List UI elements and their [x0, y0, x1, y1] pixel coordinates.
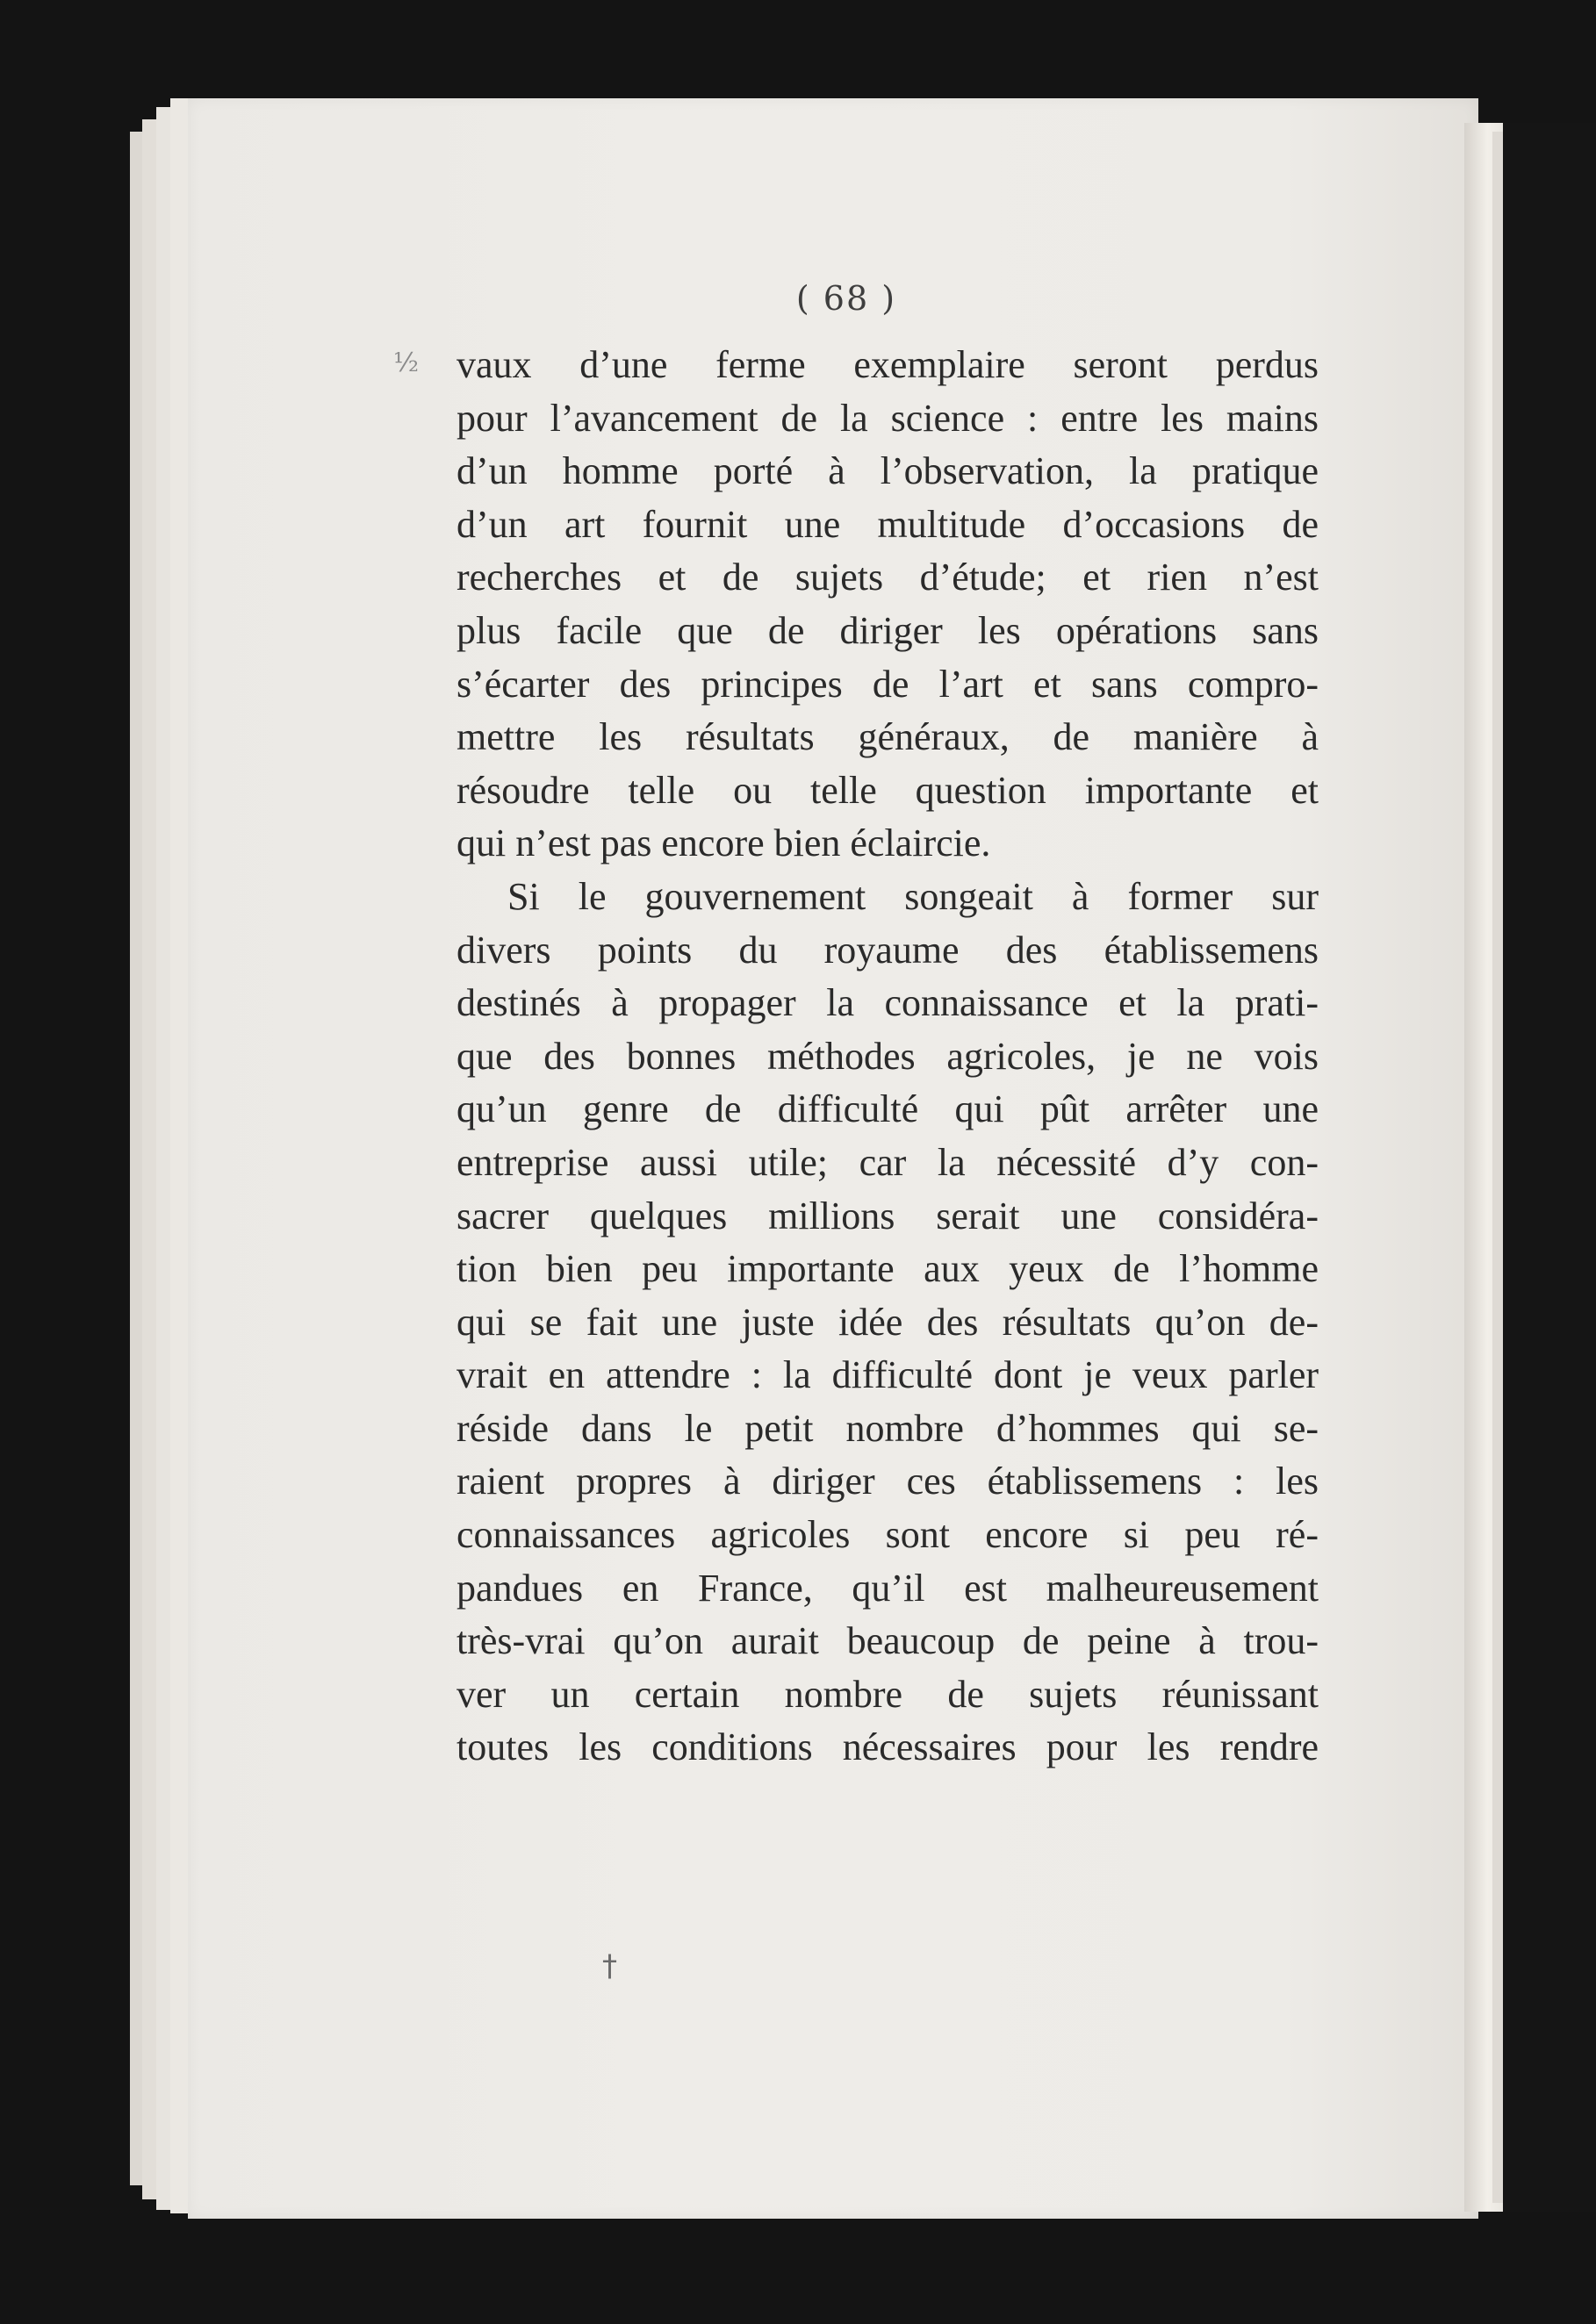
text-line: s’écarter des principes de l’art et sans compro- — [457, 662, 1319, 706]
body-text — [457, 339, 1319, 1775]
text-line: pour l’avancement de la science : entre les mains — [457, 396, 1319, 440]
page-number: ( 68 ) — [795, 279, 897, 318]
text-line: toutes les conditions nécessaires pour les rendre — [457, 1725, 1319, 1769]
text-line: Si le gouvernement songeait à former sur — [507, 874, 1319, 918]
facing-page — [1503, 123, 1596, 2212]
text-line: destinés à propager la connaissance et la prati- — [457, 981, 1319, 1025]
text-line: recherches et de sujets d’étude; et rien n’est — [457, 556, 1319, 599]
text-line: que des bonnes méthodes agricoles, je ne vois — [457, 1034, 1319, 1078]
text-line: connaissances agricoles sont encore si peu ré- — [457, 1513, 1319, 1557]
text-line: pandues en France, qu’il est malheureusement — [457, 1566, 1319, 1610]
text-line: vrait en attendre : la difficulté dont je veux parler — [457, 1353, 1319, 1397]
text-line: qui se fait une juste idée des résultats qu’on de- — [457, 1300, 1319, 1344]
text-line: vaux d’une ferme exemplaire seront perdus — [457, 343, 1319, 386]
text-line: qui n’est pas encore bien éclaircie. — [457, 821, 991, 865]
margin-mark: ½ — [393, 348, 420, 378]
text-line: qu’un genre de difficulté qui pût arrêter une — [457, 1087, 1319, 1131]
text-line: raient propres à diriger ces établissemens : les — [457, 1460, 1319, 1503]
text-line: mettre les résultats généraux, de manière à — [457, 715, 1319, 759]
text-line: d’un art fournit une multitude d’occasions de — [457, 502, 1319, 546]
text-line: très-vrai qu’on aurait beaucoup de peine à trou- — [457, 1619, 1319, 1663]
signature-mark: † — [602, 1948, 617, 1983]
page-header — [0, 279, 1596, 318]
text-line: plus facile que de diriger les opérations sans — [457, 608, 1319, 652]
text-line: réside dans le petit nombre d’hommes qui se- — [457, 1406, 1319, 1450]
text-line: résoudre telle ou telle question importante et — [457, 768, 1319, 812]
text-line: tion bien peu importante aux yeux de l’homme — [457, 1247, 1319, 1291]
text-line: divers points du royaume des établissemens — [457, 928, 1319, 972]
text-line: ver un certain nombre de sujets réunissant — [457, 1672, 1319, 1716]
text-line: d’un homme porté à l’observation, la pratique — [457, 449, 1319, 493]
text-line: entreprise aussi utile; car la nécessité d’y con- — [457, 1140, 1319, 1184]
text-line: sacrer quelques millions serait une considéra- — [457, 1194, 1319, 1237]
